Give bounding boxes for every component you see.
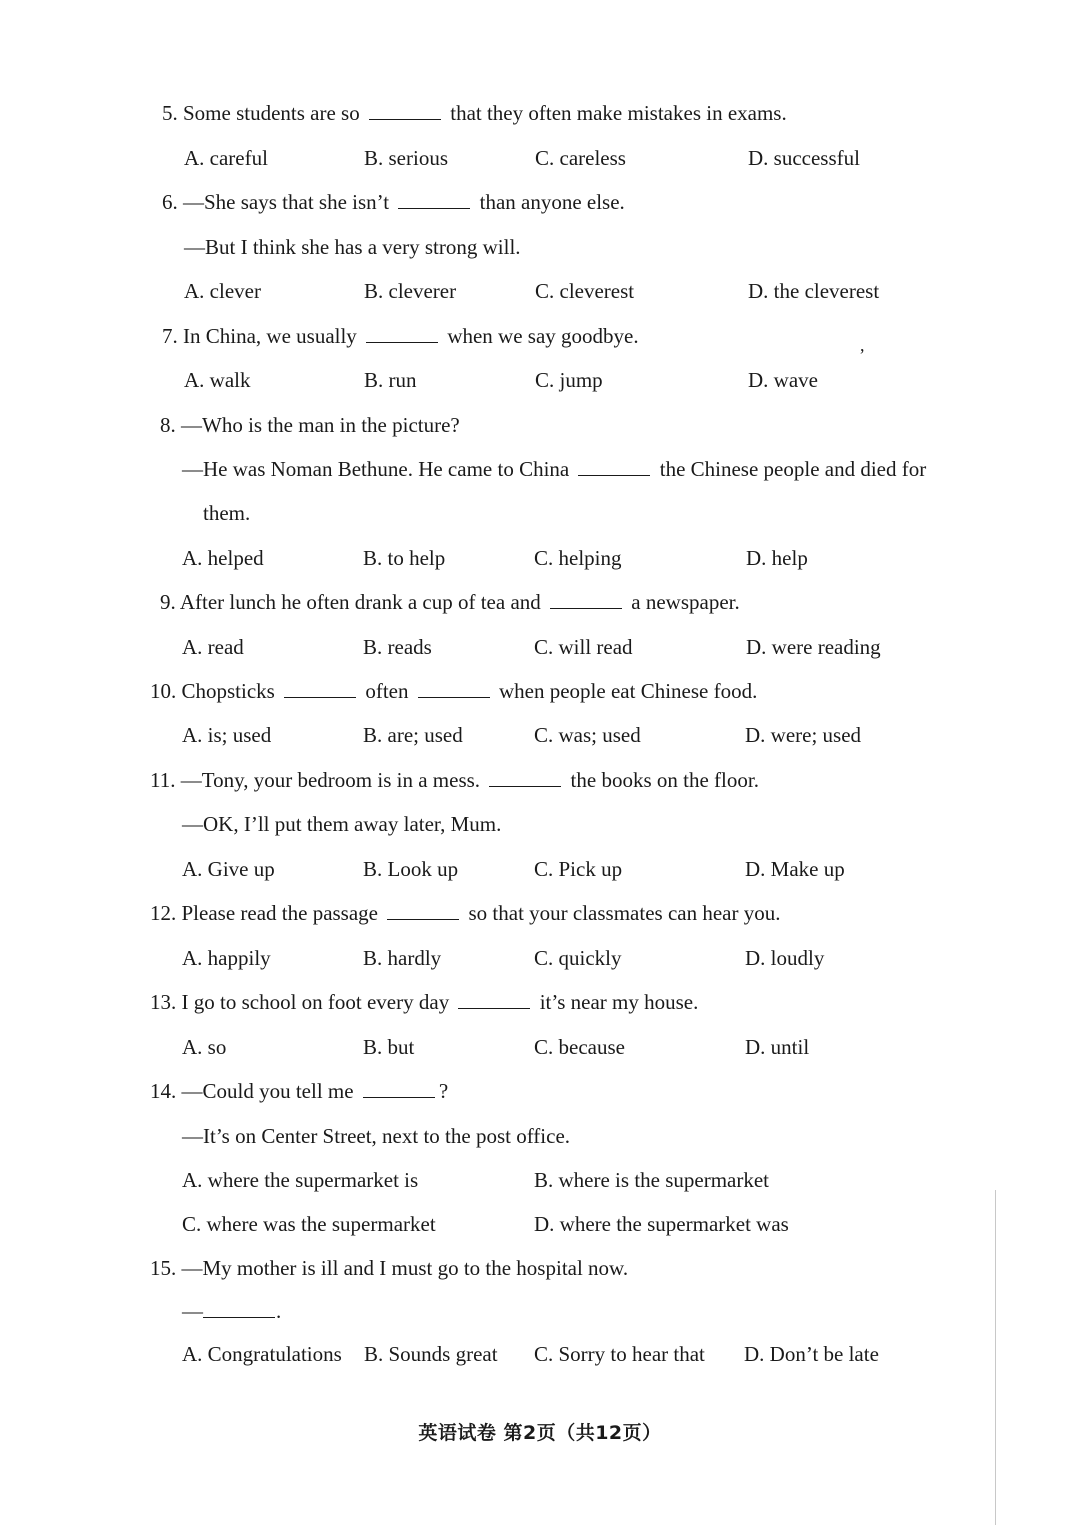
- option-a: A. walk: [184, 368, 251, 392]
- reply-text: —: [182, 1299, 203, 1323]
- option-c: C. careless: [535, 146, 626, 170]
- dialogue-reply: —It’s on Center Street, next to the post office.: [182, 1124, 571, 1148]
- question-text: After lunch he often drank a cup of tea and: [179, 590, 541, 614]
- question-number: 6.: [162, 190, 178, 214]
- option-c: C. cleverest: [535, 279, 635, 303]
- question-text: it’s near my house.: [539, 990, 699, 1014]
- question-text: I go to school on foot every day: [181, 990, 450, 1014]
- option-a: A. careful: [184, 146, 268, 170]
- option-a: A. read: [182, 635, 244, 659]
- reply-text: .: [276, 1299, 282, 1323]
- question-text: Chopsticks: [181, 679, 275, 703]
- option-b: B. cleverer: [364, 279, 457, 303]
- question-text: —My mother is ill and I must go to the hospital now.: [181, 1256, 629, 1280]
- question-text: than anyone else.: [479, 190, 625, 214]
- option-d: D. where the supermarket was: [534, 1212, 789, 1236]
- option-a: A. happily: [182, 946, 271, 970]
- question-text: the books on the floor.: [570, 768, 759, 792]
- option-c: C. Sorry to hear that: [534, 1342, 705, 1366]
- dialogue-reply: —OK, I’ll put them away later, Mum.: [182, 812, 502, 836]
- question-text: a newspaper.: [631, 590, 740, 614]
- question-12: [150, 900, 781, 926]
- option-a: A. helped: [182, 546, 264, 570]
- question-text: often: [365, 679, 409, 703]
- question-number: 9.: [160, 590, 176, 614]
- dialogue-reply-continued: them.: [203, 501, 251, 525]
- question-text: Some students are so: [183, 101, 360, 125]
- question-text: In China, we usually: [183, 324, 357, 348]
- question-8: [160, 412, 460, 438]
- option-d: D. loudly: [745, 946, 825, 970]
- reply-text: the Chinese people and died for: [659, 457, 927, 481]
- option-a: A. is; used: [182, 723, 272, 747]
- reply-text: —He was Noman Bethune. He came to China: [182, 457, 570, 481]
- page-footer: 英语试卷 第2页（共12页）: [418, 1422, 662, 1444]
- option-d: D. the cleverest: [748, 279, 880, 303]
- question-text: —Tony, your bedroom is in a mess.: [180, 768, 481, 792]
- answer-blank: [578, 457, 650, 476]
- option-c: C. Pick up: [534, 857, 623, 881]
- question-text: Please read the passage: [181, 901, 378, 925]
- question-13: [150, 989, 698, 1015]
- option-b: B. Look up: [363, 857, 459, 881]
- option-d: D. help: [746, 546, 808, 570]
- question-15: [150, 1255, 628, 1281]
- question-10: [150, 678, 757, 704]
- option-c: C. because: [534, 1035, 625, 1059]
- question-text: ?: [438, 1079, 449, 1103]
- option-b: B. hardly: [363, 946, 442, 970]
- answer-blank: [284, 679, 356, 698]
- answer-blank: [363, 1079, 435, 1098]
- question-7: [162, 323, 639, 349]
- option-a: A. where the supermarket is: [182, 1168, 419, 1192]
- scan-edge-line: [995, 1190, 996, 1525]
- stray-mark: ,: [860, 335, 865, 355]
- question-number: 7.: [162, 324, 178, 348]
- answer-blank: [550, 590, 622, 609]
- question-5: [162, 100, 787, 126]
- option-d: D. until: [745, 1035, 810, 1059]
- question-number: 11.: [150, 768, 176, 792]
- question-number: 8.: [160, 413, 176, 437]
- question-14: [150, 1078, 448, 1104]
- option-c: C. will read: [534, 635, 633, 659]
- option-d: D. successful: [748, 146, 860, 170]
- answer-blank: [398, 190, 470, 209]
- option-b: B. where is the supermarket: [534, 1168, 770, 1192]
- question-9: [160, 589, 740, 615]
- question-number: 12.: [150, 901, 177, 925]
- dialogue-reply: [182, 1298, 281, 1324]
- question-text: that they often make mistakes in exams.: [450, 101, 787, 125]
- option-c: C. jump: [535, 368, 603, 392]
- option-b: B. serious: [364, 146, 448, 170]
- question-number: 15.: [150, 1256, 177, 1280]
- option-d: D. Don’t be late: [744, 1342, 879, 1366]
- answer-blank: [418, 679, 490, 698]
- option-d: D. Make up: [745, 857, 845, 881]
- dialogue-reply: [182, 456, 926, 482]
- option-b: B. run: [364, 368, 417, 392]
- question-6: [162, 189, 625, 215]
- option-d: D. were; used: [745, 723, 862, 747]
- option-d: D. wave: [748, 368, 818, 392]
- option-c: C. quickly: [534, 946, 622, 970]
- question-text: when we say goodbye.: [447, 324, 639, 348]
- option-b: B. to help: [363, 546, 446, 570]
- option-a: A. Congratulations: [182, 1342, 342, 1366]
- question-number: 14.: [150, 1079, 177, 1103]
- question-text: so that your classmates can hear you.: [468, 901, 781, 925]
- option-a: A. clever: [184, 279, 261, 303]
- question-number: 10.: [150, 679, 177, 703]
- option-c: C. where was the supermarket: [182, 1212, 436, 1236]
- option-c: C. helping: [534, 546, 622, 570]
- question-number: 5.: [162, 101, 178, 125]
- option-c: C. was; used: [534, 723, 641, 747]
- answer-blank: [458, 990, 530, 1009]
- question-number: 13.: [150, 990, 177, 1014]
- answer-blank: [387, 901, 459, 920]
- option-b: B. Sounds great: [364, 1342, 498, 1366]
- option-b: B. but: [363, 1035, 415, 1059]
- option-a: A. so: [182, 1035, 227, 1059]
- question-11: [150, 767, 759, 793]
- question-text: when people eat Chinese food.: [499, 679, 758, 703]
- option-b: B. are; used: [363, 723, 463, 747]
- question-text: —She says that she isn’t: [183, 190, 390, 214]
- dialogue-reply: —But I think she has a very strong will.: [184, 235, 521, 259]
- option-a: A. Give up: [182, 857, 275, 881]
- answer-blank: [366, 324, 438, 343]
- answer-blank: [369, 101, 441, 120]
- option-b: B. reads: [363, 635, 432, 659]
- option-d: D. were reading: [746, 635, 881, 659]
- question-text: —Who is the man in the picture?: [181, 413, 460, 437]
- answer-blank: [489, 768, 561, 787]
- question-text: —Could you tell me: [181, 1079, 354, 1103]
- answer-blank: [203, 1299, 275, 1318]
